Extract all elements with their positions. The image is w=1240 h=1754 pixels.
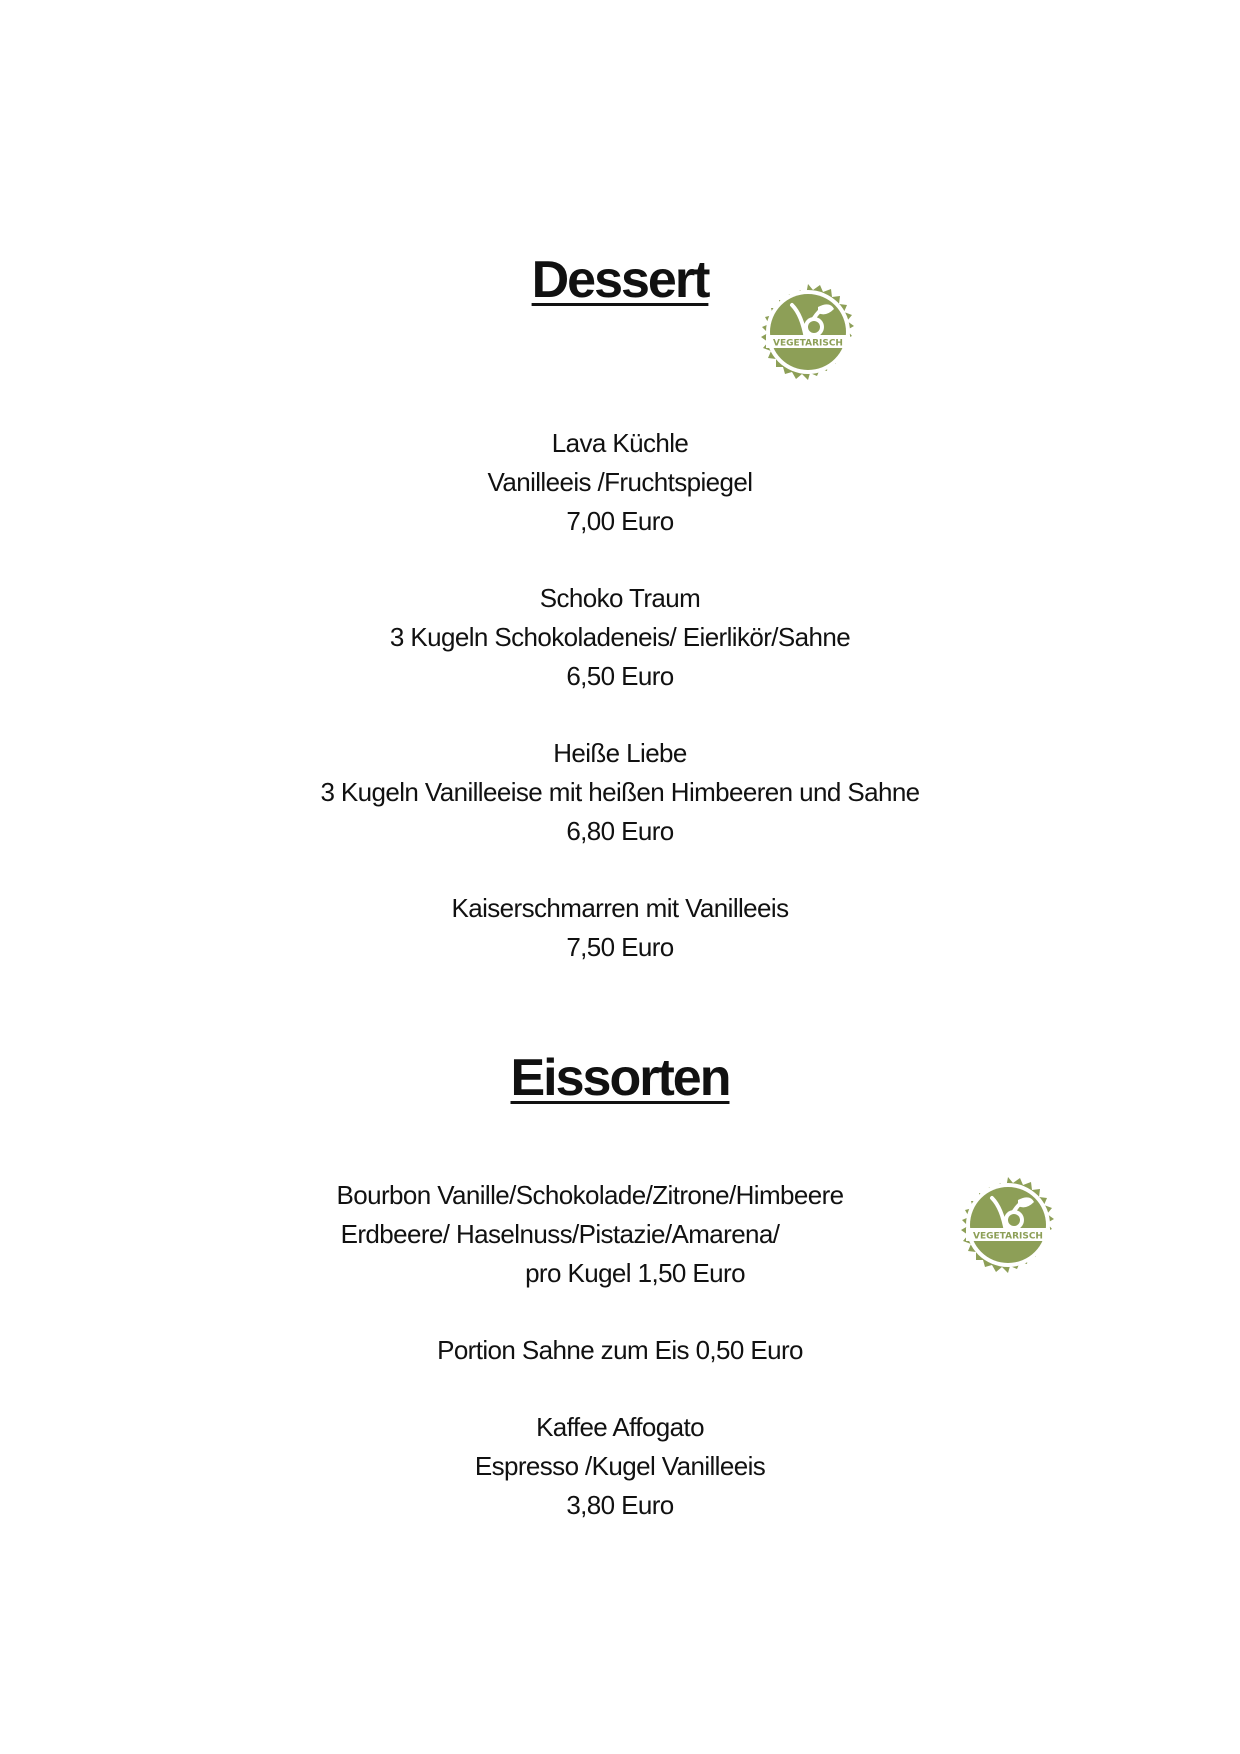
vegetarian-badge	[752, 275, 864, 387]
vegetarian-leaf-icon	[952, 1168, 1064, 1280]
dessert-item-2-description: 3 Kugeln Schokoladeneis/ Eierlikör/Sahne	[389, 622, 851, 652]
dessert-item-3-name: Heiße Liebe	[553, 738, 687, 768]
eissorten-price-per-scoop: pro Kugel 1,50 Euro	[525, 1258, 745, 1288]
affogato-name: Kaffee Affogato	[536, 1412, 704, 1442]
dessert-item-1-name: Lava Küchle	[551, 428, 689, 458]
eissorten-heading: Eissorten	[510, 1049, 730, 1107]
dessert-item-2-name: Schoko Traum	[539, 583, 701, 613]
vegetarian-leaf-icon	[752, 275, 864, 387]
dessert-item-1-price: 7,00 Euro	[566, 506, 674, 536]
dessert-heading: Dessert	[531, 251, 709, 309]
badge-label: VEGETARISCH	[773, 338, 843, 349]
badge-label: VEGETARISCH	[973, 1231, 1043, 1242]
eissorten-cream: Portion Sahne zum Eis 0,50 Euro	[437, 1335, 803, 1365]
eissorten-flavors-line-1: Bourbon Vanille/Schokolade/Zitrone/Himbeere	[336, 1180, 844, 1210]
affogato-price: 3,80 Euro	[566, 1490, 674, 1520]
dessert-item-3-description: 3 Kugeln Vanilleeise mit heißen Himbeeren und Sahne	[320, 777, 920, 807]
vegetarian-badge	[952, 1168, 1064, 1280]
dessert-item-3-price: 6,80 Euro	[566, 816, 674, 846]
dessert-item-1-description: Vanilleeis /Fruchtspiegel	[487, 467, 753, 497]
dessert-item-4-name: Kaiserschmarren mit Vanilleeis	[451, 893, 789, 923]
dessert-item-4-price: 7,50 Euro	[566, 932, 674, 962]
affogato-description: Espresso /Kugel Vanilleeis	[474, 1451, 766, 1481]
eissorten-flavors-line-2: Erdbeere/ Haselnuss/Pistazie/Amarena/	[340, 1219, 780, 1249]
dessert-item-2-price: 6,50 Euro	[566, 661, 674, 691]
